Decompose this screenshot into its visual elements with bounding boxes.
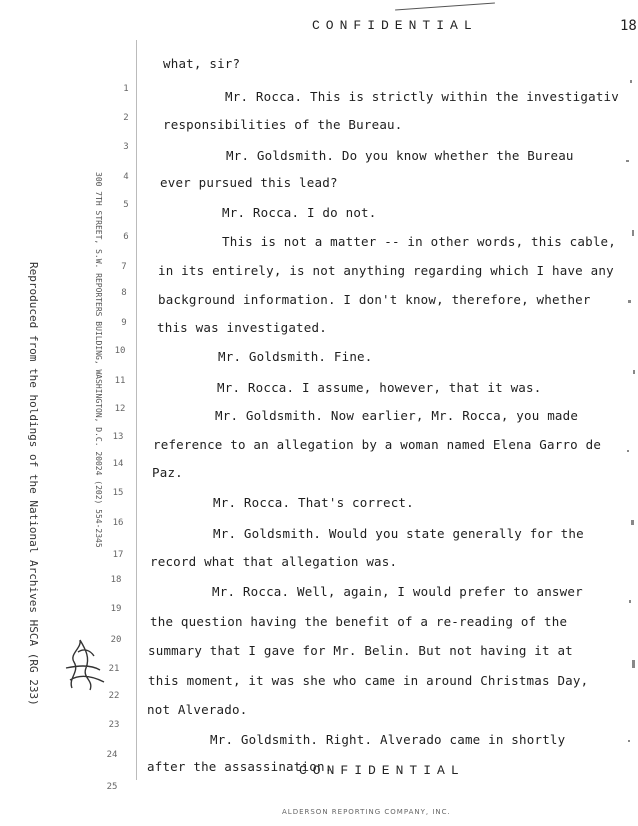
line-number: 3 bbox=[123, 142, 129, 152]
reporter-address-text: 300 7TH STREET, S.W. REPORTERS BUILDING, WASHINGTON, D.C. 20024 (202) 554-2345 bbox=[94, 172, 103, 548]
transcript-line: Mr. Goldsmith. Now earlier, Mr. Rocca, you made bbox=[215, 408, 579, 423]
header-scratch-mark bbox=[395, 3, 495, 11]
line-number: 24 bbox=[106, 750, 118, 760]
archive-stamp-text: Reproduced from the holdings of the National Archives HSCA (RG 233) bbox=[27, 262, 40, 706]
transcript-line: Mr. Rocca. Well, again, I would prefer to answer bbox=[212, 584, 583, 599]
footer-confidential: CONFIDENTIAL bbox=[299, 763, 465, 778]
transcript-line: Mr. Goldsmith. Fine. bbox=[218, 349, 373, 364]
transcript-line: Mr. Goldsmith. Would you state generally for the bbox=[213, 526, 584, 541]
line-number: 20 bbox=[110, 635, 122, 645]
line-number: 16 bbox=[112, 518, 124, 528]
transcript-line: reference to an allegation by a woman named Elena Garro de bbox=[153, 437, 602, 452]
page-number: 18 bbox=[620, 18, 637, 34]
margin-rule bbox=[136, 40, 137, 780]
transcript-line: responsibilities of the Bureau. bbox=[163, 117, 403, 132]
transcript-line: Mr. Rocca. I assume, however, that it was. bbox=[217, 380, 542, 395]
line-number: 8 bbox=[121, 288, 127, 298]
header-confidential: CONFIDENTIAL bbox=[312, 18, 478, 33]
line-number: 22 bbox=[108, 691, 120, 701]
transcript-line: Mr. Rocca. This is strictly within the investigativ bbox=[225, 89, 620, 104]
line-number: 15 bbox=[112, 488, 124, 498]
transcript-line: what, sir? bbox=[163, 56, 241, 71]
line-number: 19 bbox=[110, 604, 122, 614]
transcript-line: Mr. Rocca. That's correct. bbox=[213, 495, 414, 510]
transcript-line: the question having the benefit of a re-reading of the bbox=[150, 614, 568, 629]
transcript-line: Paz. bbox=[152, 465, 183, 480]
transcript-line: Mr. Goldsmith. Right. Alverado came in shortly bbox=[210, 732, 566, 747]
line-number: 7 bbox=[121, 262, 127, 272]
transcript-line: in its entirely, is not anything regarding which I have any bbox=[158, 263, 614, 278]
transcript-line: ever pursued this lead? bbox=[160, 175, 338, 190]
line-number: 12 bbox=[114, 404, 126, 414]
scan-edge-noise bbox=[616, 40, 638, 820]
transcript-line: background information. I don't know, therefore, whether bbox=[158, 292, 591, 307]
transcript-line: not Alverado. bbox=[147, 702, 248, 717]
reporter-address bbox=[94, 172, 104, 548]
line-number: 11 bbox=[114, 376, 126, 386]
transcript-line: this was investigated. bbox=[157, 320, 327, 335]
transcript-line: summary that I gave for Mr. Belin. But not having it at bbox=[148, 643, 573, 658]
transcript-line: Mr. Rocca. I do not. bbox=[222, 205, 377, 220]
line-number: 23 bbox=[108, 720, 120, 730]
signature-scribble bbox=[60, 628, 110, 698]
line-number: 1 bbox=[123, 84, 129, 94]
transcript-line: this moment, it was she who came in around Christmas Day, bbox=[148, 673, 589, 688]
line-number: 9 bbox=[121, 318, 127, 328]
line-number: 21 bbox=[108, 664, 120, 674]
line-number: 5 bbox=[123, 200, 129, 210]
line-number: 25 bbox=[106, 782, 118, 792]
line-number: 6 bbox=[123, 232, 129, 242]
transcript-line: This is not a matter -- in other words, this cable, bbox=[222, 234, 617, 249]
line-number: 17 bbox=[112, 550, 124, 560]
transcript-line: Mr. Goldsmith. Do you know whether the Bureau bbox=[226, 148, 574, 163]
archive-stamp bbox=[27, 262, 41, 706]
line-number: 2 bbox=[123, 113, 129, 123]
line-number: 13 bbox=[112, 432, 124, 442]
line-number: 14 bbox=[112, 459, 124, 469]
line-number: 4 bbox=[123, 172, 129, 182]
transcript-line: record what that allegation was. bbox=[150, 554, 398, 569]
footer-company: ALDERSON REPORTING COMPANY, INC. bbox=[282, 808, 451, 816]
line-number: 10 bbox=[114, 346, 126, 356]
line-number: 18 bbox=[110, 575, 122, 585]
transcript-line: after the assassination. bbox=[147, 759, 333, 774]
